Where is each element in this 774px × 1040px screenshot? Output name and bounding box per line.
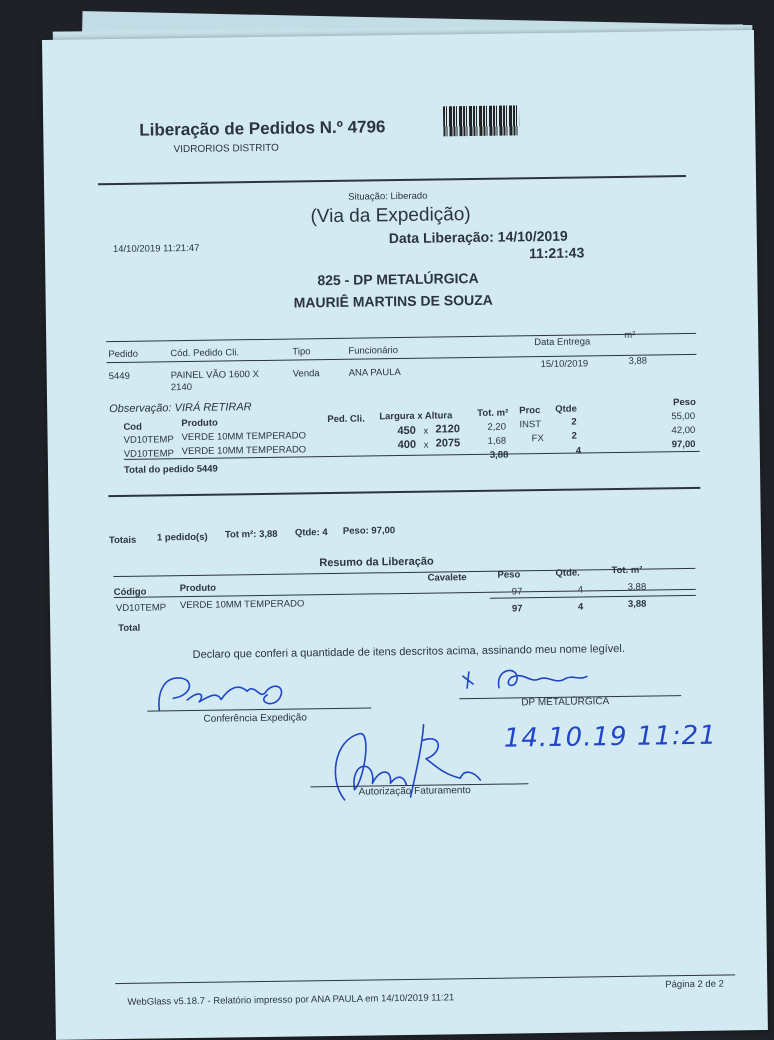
document-title: Liberação de Pedidos N.º 4796 (139, 117, 386, 140)
totals-label: Totais (108, 534, 137, 547)
item-tot-m2: 1,68 (487, 435, 507, 447)
col-m2: m² (624, 329, 636, 341)
col-funcionario: Funcionário (348, 345, 399, 357)
document-page (42, 30, 768, 1040)
col-summary-qtde: Qtde. (555, 567, 580, 579)
col-item-peso: Peso (673, 396, 696, 409)
item-peso: 42,00 (671, 424, 696, 437)
summary-total-qtde: 4 (577, 601, 584, 613)
summary-codigo: VD10TEMP (115, 602, 167, 615)
barcode (443, 105, 519, 136)
order-total-peso: 97,00 (671, 438, 696, 451)
order-delivery-date: 15/10/2019 (540, 358, 589, 371)
summary-total-m2: 3,88 (627, 598, 647, 610)
item-qtde: 2 (571, 430, 577, 442)
order-client-code: PAINEL VÃO 1600 X (170, 369, 259, 382)
col-tipo: Tipo (292, 346, 311, 358)
item-produto: VERDE 10MM TEMPERADO (181, 430, 307, 444)
col-item-produto: Produto (181, 417, 218, 430)
order-m2: 3,88 (628, 355, 648, 367)
label-cliente: DP METALÚRGICA (521, 696, 610, 709)
footer-divider (115, 974, 735, 984)
footer-page-number: Página 2 de 2 (665, 978, 724, 991)
declaration-text: Declaro que conferi a quantidade de itens descritos acima, assinando meu nome legível. (192, 642, 625, 661)
order-total-m2: 3,88 (489, 449, 509, 461)
totals-m2: Tot m²: 3,88 (224, 528, 278, 541)
col-summary-produto: Produto (179, 582, 217, 595)
status-text: Situação: Liberado (348, 190, 428, 203)
item-cod: VD10TEMP (123, 434, 174, 446)
summary-qtde: 4 (577, 584, 584, 596)
col-item-proc: Proc (519, 405, 541, 417)
release-time: 11:21:43 (528, 244, 585, 262)
item-largura: 450 (397, 424, 416, 438)
footer-print-info: WebGlass v5.18.7 - Relatório impresso por ANA PAULA em 14/10/2019 11:21 (127, 992, 455, 1008)
item-altura: 2075 (435, 437, 461, 450)
handwritten-date: 14.10.19 11:21 (503, 720, 717, 754)
order-observation: Observação: VIRÁ RETIRAR (109, 401, 252, 416)
totals-qtde: Qtde: 4 (294, 527, 328, 539)
summary-total-peso: 97 (511, 603, 523, 615)
col-cod-cli: Cód. Pedido Cli. (170, 347, 240, 360)
divider (108, 487, 700, 497)
release-date: Data Liberação: 14/10/2019 (388, 227, 568, 247)
totals-weight: Peso: 97,00 (342, 525, 396, 537)
item-x: x (423, 425, 429, 437)
client-contact: MAURIÊ MARTINS DE SOUZA (293, 291, 493, 311)
col-item-qtde: Qtde (555, 403, 577, 415)
order-client-code-cont: 2140 (170, 381, 193, 394)
summary-total-label: Total (118, 622, 141, 634)
summary-produto: VERDE 10MM TEMPERADO (179, 598, 305, 612)
order-employee: ANA PAULA (348, 367, 401, 379)
col-item-cod: Cod (123, 421, 142, 433)
label-conferencia: Conferência Expedição (203, 712, 307, 725)
col-item-tot-m2: Tot. m² (477, 407, 509, 419)
order-total-qtde: 4 (575, 445, 582, 457)
col-pedido: Pedido (108, 348, 139, 361)
summary-tot-m2: 3,88 (627, 581, 647, 593)
printed-timestamp: 14/10/2019 11:21:47 (112, 242, 200, 256)
item-qtde: 2 (571, 416, 577, 428)
col-summary-tot-m2: Tot. m² (611, 564, 643, 577)
copy-label: (Via da Expedição) (310, 204, 471, 228)
order-type: Venda (292, 368, 320, 380)
item-x: x (423, 439, 429, 451)
summary-peso: 97 (511, 586, 523, 598)
col-summary-codigo: Código (113, 586, 147, 599)
col-data-entrega: Data Entrega (534, 336, 591, 349)
col-summary-peso: Peso (497, 569, 521, 581)
item-peso: 55,00 (671, 410, 696, 423)
divider (113, 568, 695, 577)
item-proc: INST (519, 419, 542, 431)
summary-title: Resumo da Liberação (319, 555, 434, 570)
col-item-ped-cli: Ped. Cli. (327, 413, 365, 426)
item-produto: VERDE 10MM TEMPERADO (181, 444, 307, 458)
item-altura: 2120 (435, 423, 461, 436)
col-summary-cavalete: Cavalete (427, 572, 467, 584)
divider (98, 175, 686, 185)
signature-cliente (459, 656, 600, 698)
label-autorizacao: Autorização Faturamento (358, 785, 471, 798)
item-tot-m2: 2,20 (487, 421, 507, 433)
client-name: 825 - DP METALÚRGICA (317, 269, 479, 289)
col-item-dimensions: Largura x Altura (379, 410, 453, 423)
order-number: 5449 (108, 370, 130, 383)
item-cod: VD10TEMP (123, 448, 175, 460)
item-proc: FX (531, 433, 544, 445)
item-largura: 400 (397, 438, 417, 452)
totals-orders: 1 pedido(s) (156, 531, 208, 544)
divider (106, 333, 696, 342)
order-total-label: Total do pedido 5449 (123, 463, 218, 476)
company-name: VIDRORIOS DISTRITO (173, 142, 280, 156)
